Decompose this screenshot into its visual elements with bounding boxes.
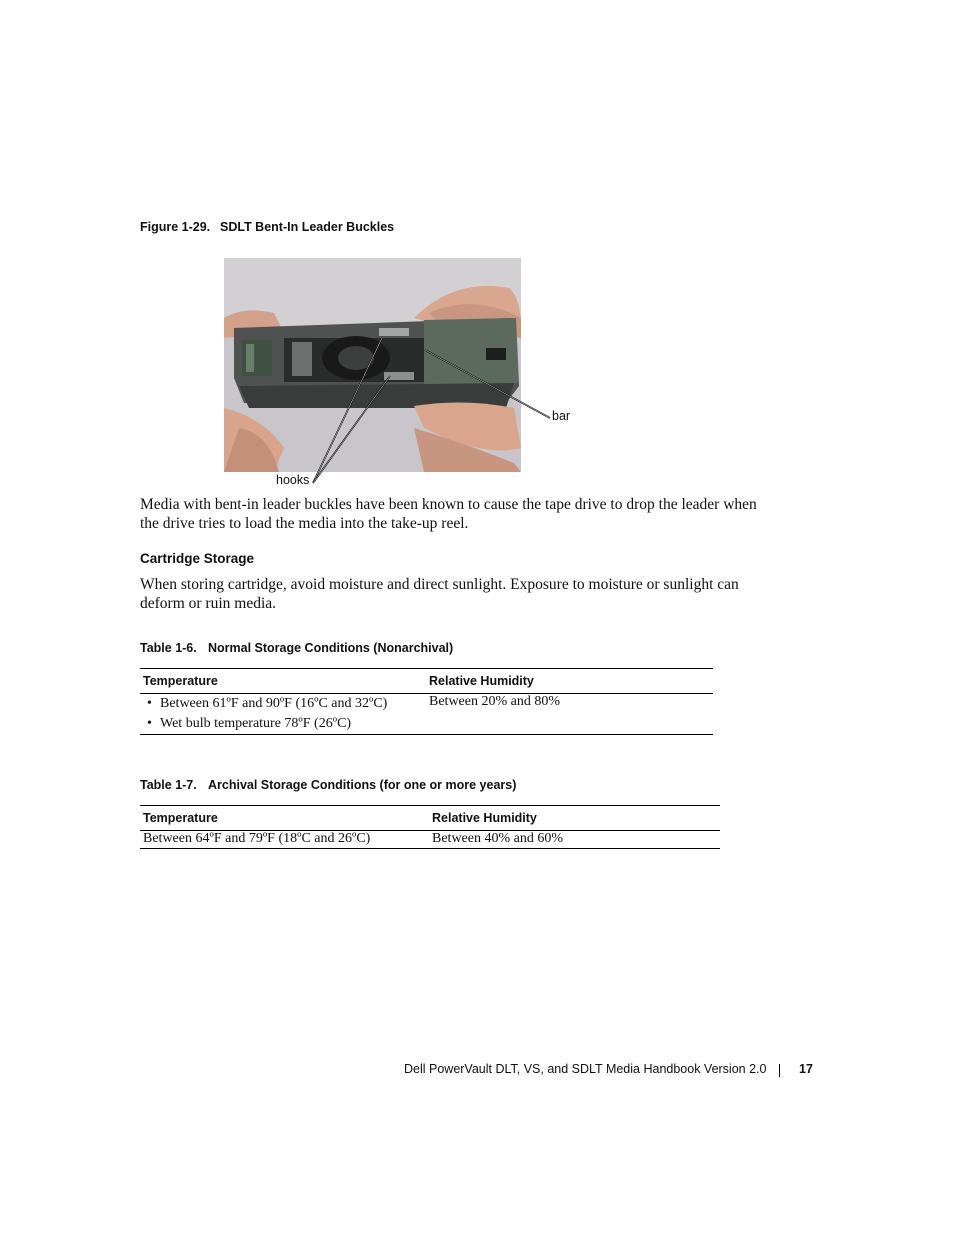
- header-temperature: Temperature: [143, 811, 218, 825]
- bullet-icon: •: [147, 696, 152, 711]
- header-temperature: Temperature: [143, 674, 218, 688]
- table2-caption: [140, 778, 516, 792]
- figure-number: Figure 1-29.: [140, 220, 211, 234]
- figure-title: SDLT Bent-In Leader Buckles: [220, 220, 395, 234]
- table-row: [140, 831, 720, 849]
- humidity-cell: Between 20% and 80%: [429, 694, 561, 709]
- paragraph-storage: When storing cartridge, avoid moisture and direct sunlight. Exposure to moisture or sunlight can deform or ruin media.: [140, 576, 739, 612]
- temperature-cell: Between 64ºF and 79ºF (18ºC and 26ºC): [143, 831, 371, 846]
- footer-title: Dell PowerVault DLT, VS, and SDLT Media Handbook Version 2.0: [404, 1062, 767, 1076]
- callout-label-hooks: hooks: [276, 473, 310, 487]
- section-heading: Cartridge Storage: [140, 551, 255, 566]
- table1-caption: [140, 641, 453, 655]
- header-humidity: Relative Humidity: [432, 811, 537, 825]
- list-item: [143, 714, 423, 734]
- table1-title: Normal Storage Conditions (Nonarchival): [208, 641, 454, 655]
- table-row: [140, 694, 713, 735]
- sdlt-cartridge-photo: [224, 258, 521, 472]
- header-humidity: Relative Humidity: [429, 674, 534, 688]
- temperature-list: [143, 694, 423, 734]
- table-archival-storage: [140, 805, 720, 849]
- table2-number: Table 1-7.: [140, 778, 197, 792]
- temperature-item: Wet bulb temperature 78ºF (26ºC): [160, 716, 352, 731]
- paragraph-bent-leader: Media with bent-in leader buckles have been known to cause the tape drive to drop the leader when the drive tries to load the media into the take-up reel.: [140, 496, 757, 532]
- temperature-cell: [140, 694, 426, 735]
- temperature-item: Between 61ºF and 90ºF (16ºC and 32ºC): [160, 696, 388, 711]
- table2-title: Archival Storage Conditions (for one or more years): [208, 778, 517, 792]
- footer-divider: [779, 1064, 780, 1077]
- table-header-row: [140, 669, 713, 694]
- humidity-cell: Between 40% and 60%: [432, 831, 564, 846]
- table1-number: Table 1-6.: [140, 641, 197, 655]
- list-item: [143, 694, 423, 714]
- table-normal-storage: [140, 668, 713, 735]
- callout-label-bar: bar: [552, 409, 571, 423]
- page-number: 17: [799, 1062, 813, 1076]
- bullet-icon: •: [147, 716, 152, 731]
- table-header-row: [140, 806, 720, 831]
- figure-caption: [140, 220, 394, 234]
